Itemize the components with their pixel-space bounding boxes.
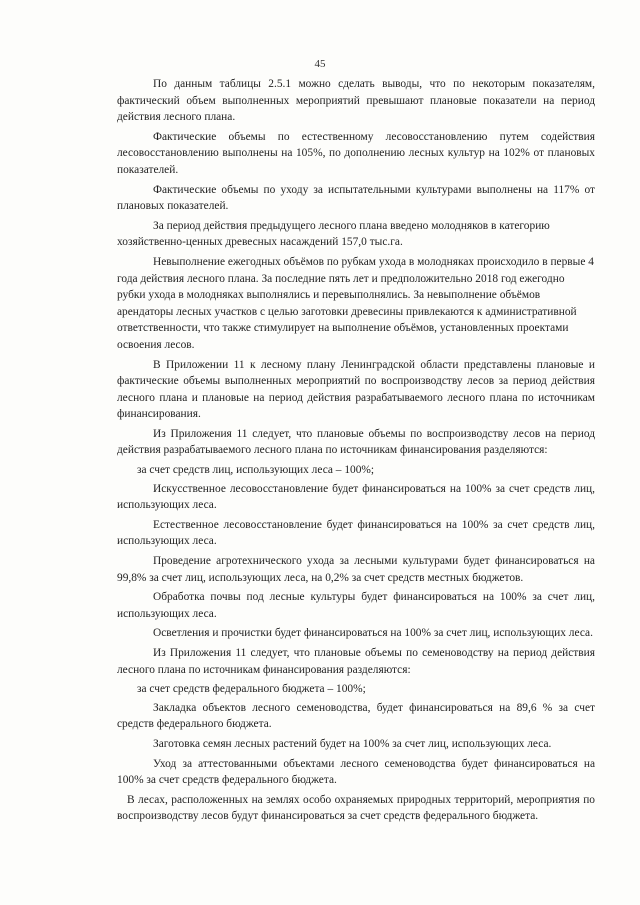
- paragraph-young-stands: За период действия предыдущего лесного плана введено молодняков в категорию хозяйственно-ценных древесных насаждений 157,0 тыс.га.: [117, 219, 550, 249]
- paragraph-soil-treatment: Обработка почвы под лесные культуры будет финансироваться на 100% за счет лиц, использующих леса.: [117, 591, 595, 620]
- paragraph-conclusions: По данным таблицы 2.5.1 можно сделать выводы, что по некоторым показателям, фактический объем выполненных мероприятий превышают плановые показатели на период действия лесного плана.: [117, 78, 595, 124]
- paragraph-users-share: за счет средств лиц, использующих леса – 100%;: [137, 464, 375, 477]
- paragraph-seed-sources: Из Приложения 11 следует, что плановые объемы по семеноводству на период действия лесного плана по источникам финансирования разделяются:: [117, 647, 595, 676]
- paragraph-protected-areas: В лесах, расположенных на землях особо охраняемых природных территорий, мероприятия по воспроизводству лесов будут финансироваться за счет средств федерального бюджета.: [117, 793, 595, 823]
- paragraph-seed-care: Уход за аттестованными объектами лесного семеноводства будет финансироваться на 100% за счет средств федерального бюджета.: [117, 757, 595, 787]
- paragraph-reproduction-sources: Из Приложения 11 следует, что плановые объемы по воспроизводству лесов на период действия разрабатываемого лесного плана по источникам финансирования разделяются:: [117, 427, 595, 457]
- paragraph-clearing: Осветления и прочистки будет финансироваться на 100% за счет лиц, использующих леса.: [153, 627, 593, 640]
- paragraph-federal-share: за счет средств федерального бюджета – 100%;: [137, 683, 366, 696]
- paragraph-agrotechnical-care: Проведение агротехнического ухода за лесными культурами будет финансироваться на 99,8% за счет лиц, использующих леса, на 0,2% за счет средств местных бюджетов.: [117, 555, 595, 584]
- body-text: [117, 76, 595, 828]
- paragraph-natural-reforestation-funding: Естественное лесовосстановление будет финансироваться на 100% за счет средств лиц, использующих леса.: [117, 518, 595, 548]
- paragraph-seed-harvest: Заготовка семян лесных растений будет на 100% за счет лиц, использующих леса.: [153, 737, 552, 750]
- paragraph-test-cultures: Фактические объемы по уходу за испытательными культурами выполнены на 117% от плановых показателей.: [117, 183, 595, 213]
- paragraph-seed-objects: Закладка объектов лесного семеноводства, будет финансироваться на 89,6 % за счет средств федерального бюджета.: [117, 701, 595, 731]
- page-number: 45: [314, 58, 326, 70]
- paragraph-natural-reforestation: Фактические объемы по естественному лесовосстановлению путем содействия лесовосстановлению выполнены на 105%, по дополнению лесных культур на 102% от плановых показателей.: [117, 130, 595, 176]
- paragraph-appendix-11: В Приложении 11 к лесному плану Ленинградской области представлены плановые и фактические объемы выполненных мероприятий по воспроизводству лесов за период действия лесного плана и плановые на период действия разрабатываемого лесного плана по источникам финансирования.: [117, 358, 595, 421]
- paragraph-thinning: Невыполнение ежегодных объёмов по рубкам ухода в молодняках происходило в первые 4 года действия лесного плана. За последние пять лет и предположительно 2018 год ежегодно рубки ухода в молодняках выполнялись и перевыполнялись. За невыполнение объёмов арендаторы лесных участков с целью заготовки древесины привлекаются к административной ответственности, что также стимулирует на выполнение объёмов, установленных проектами освоения лесов.: [117, 255, 594, 351]
- paragraph-artificial-reforestation: Искусственное лесовосстановление будет финансироваться на 100% за счет средств лиц, использующих леса.: [117, 482, 595, 512]
